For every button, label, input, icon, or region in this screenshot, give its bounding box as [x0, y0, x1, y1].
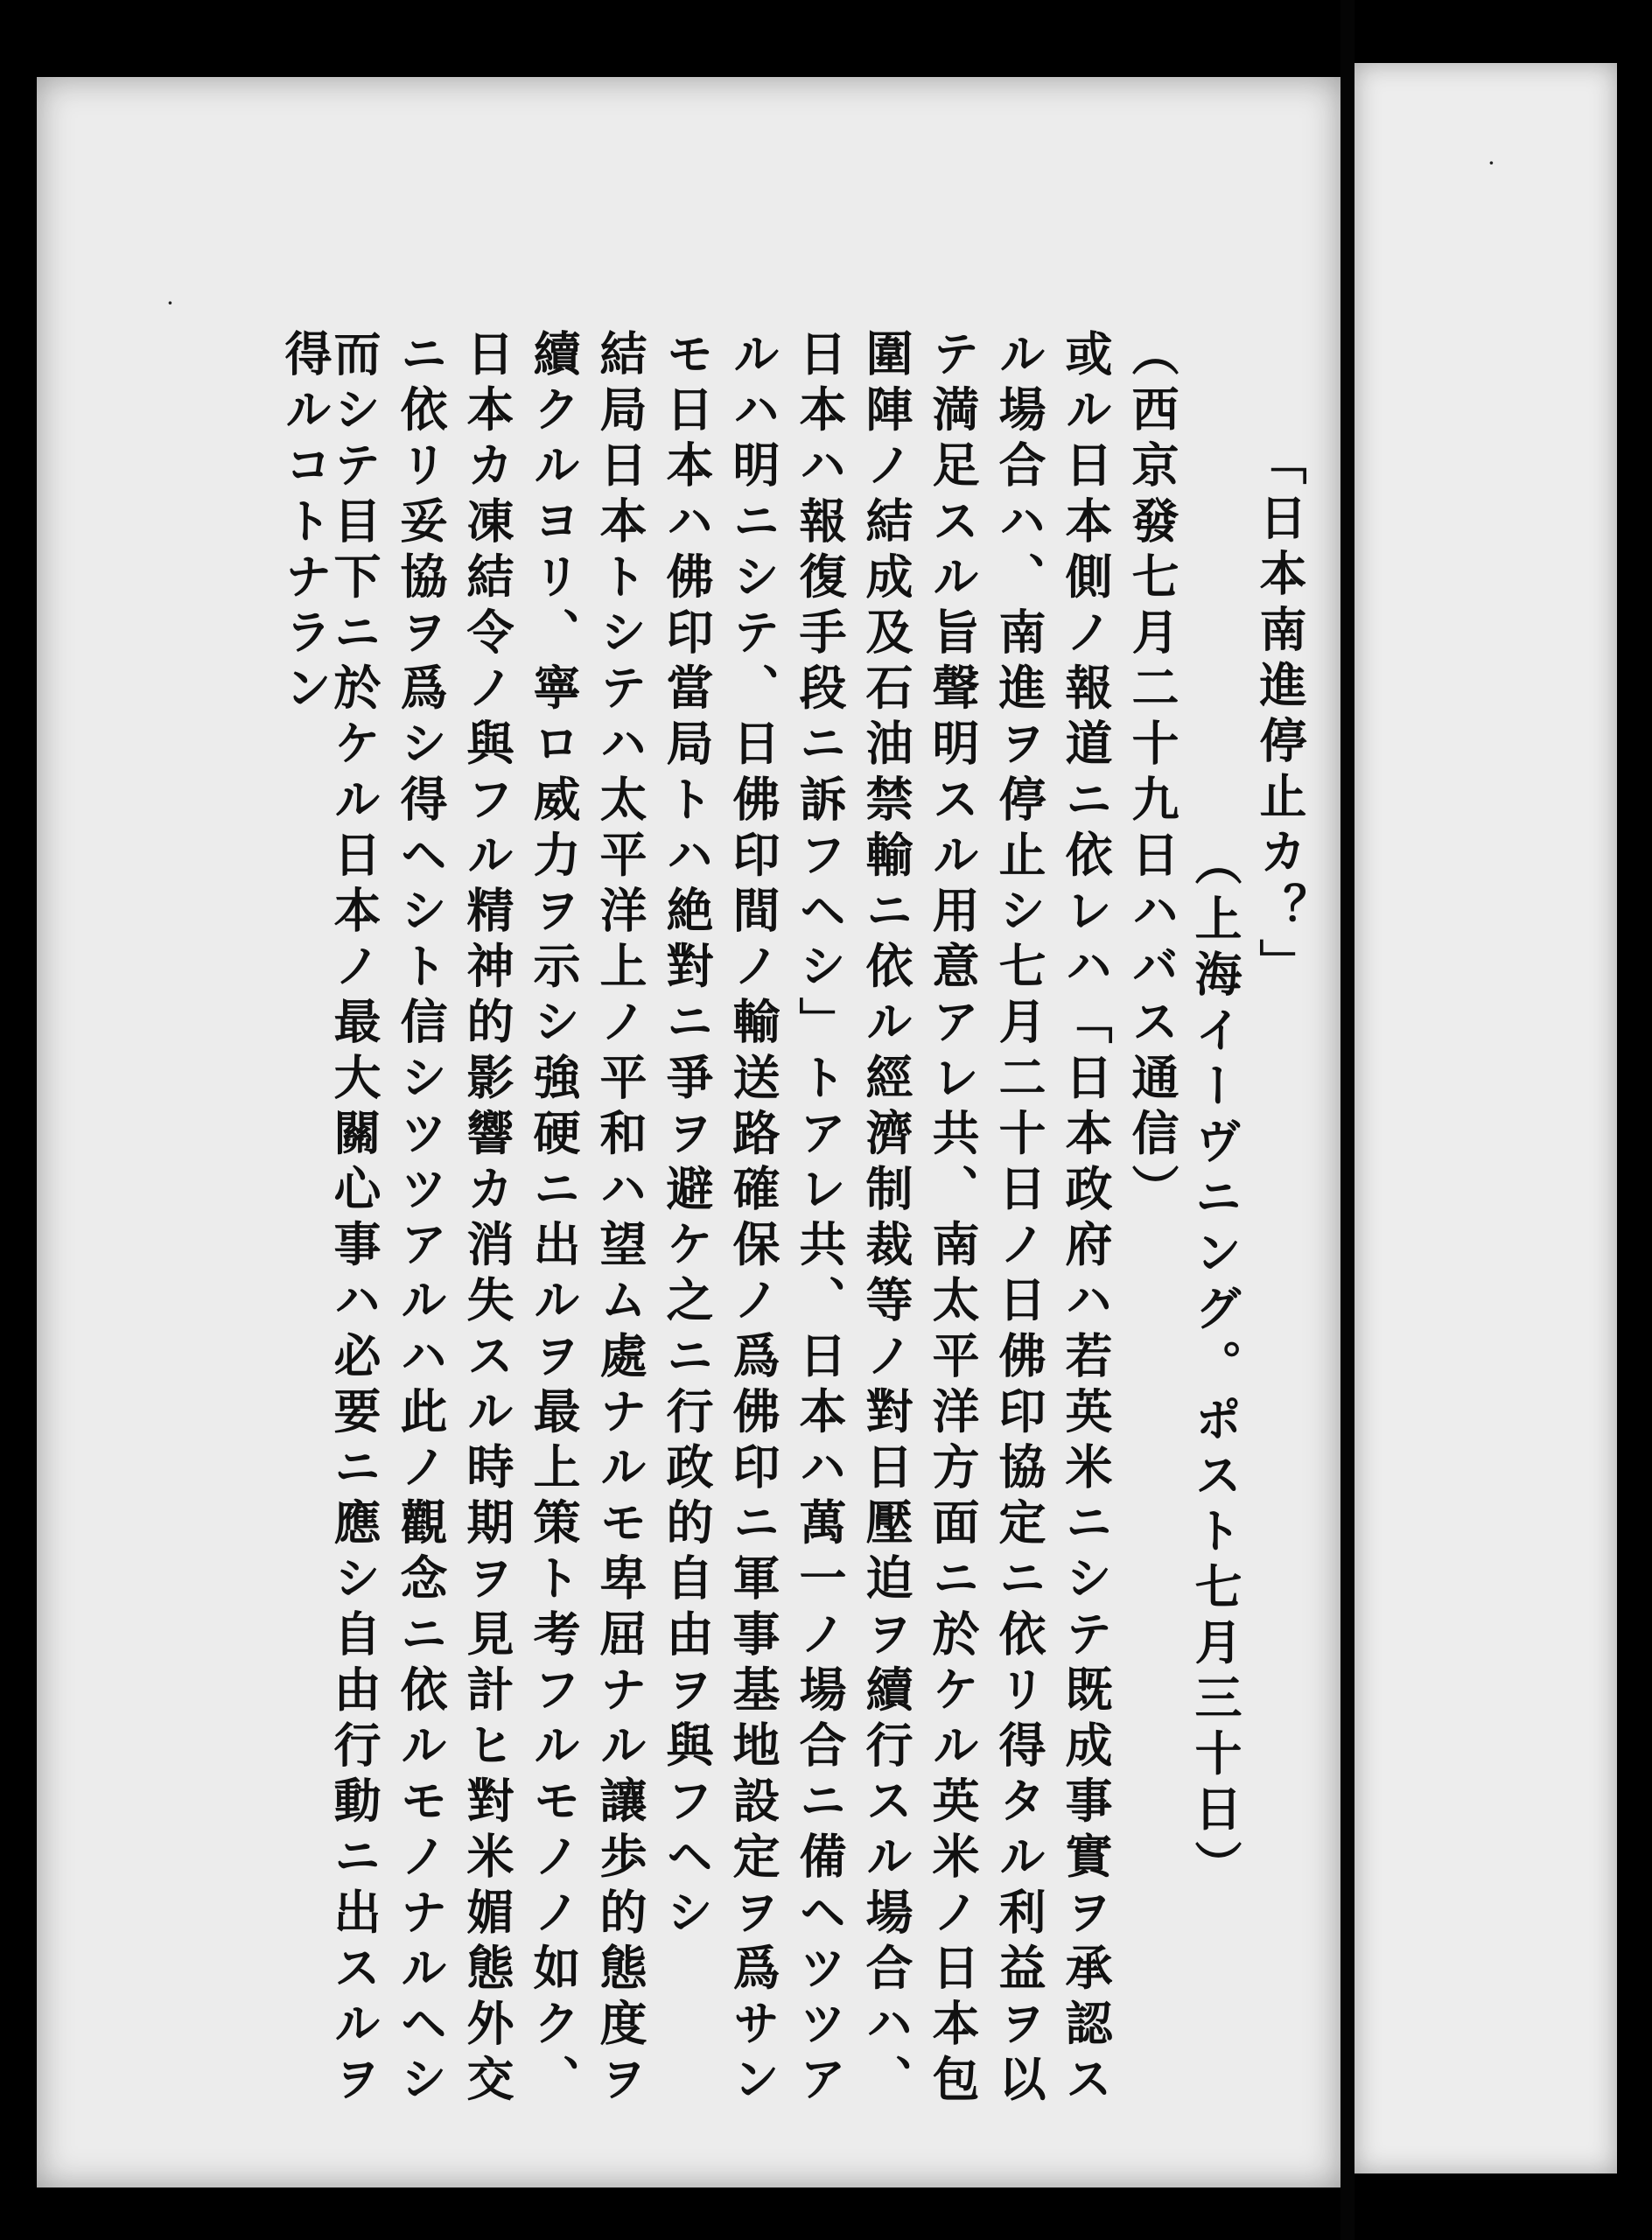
body-line-1: （西京發七月二十九日ハバス通信） [1124, 329, 1180, 1220]
body-line-11: 日本カ凍結令ノ與フル精神的影響カ消失スル時期ヲ見計ヒ對米媚態外交 [459, 329, 515, 2110]
body-line-2: 或ル日本側ノ報道ニ依レハ「日本政府ハ若英米ニシテ既成事實ヲ承認ス [1058, 329, 1114, 2110]
body-line-13: 而シテ目下ニ於ケル日本ノ最大關心事ハ必要ニ應シ自由行動ニ出スルヲ [326, 329, 382, 2110]
body-line-3: ル場合ハ、南進ヲ停止シ七月二十日ノ日佛印協定ニ依リ得タル利益ヲ以 [991, 329, 1047, 2110]
body-line-4: テ満足スル旨聲明スル用意アレ共、南太平洋方面ニ於ケル英米ノ日本包 [925, 329, 981, 2110]
body-line-14: 得ルコトナラン [277, 329, 333, 719]
body-line-9: 結局日本トシテハ太平洋上ノ平和ハ望ム處ナルモ卑屈ナル讓歩的態度ヲ [592, 329, 648, 2110]
body-line-6: 日本ハ報復手段ニ訴フヘシ」トアレ共、日本ハ萬一ノ場合ニ備ヘツツア [792, 329, 848, 2110]
adjacent-page-edge [1354, 63, 1617, 2174]
page-gutter [1340, 0, 1354, 2240]
body-line-12: ニ依リ妥協ヲ爲シ得ヘシト信シツツアルハ此ノ觀念ニ依ルモノナルヘシ [393, 329, 449, 2110]
body-line-5: 圍陣ノ結成及石油禁輸ニ依ル經濟制裁等ノ對日壓迫ヲ續行スル場合ハ、 [858, 329, 914, 2110]
body-line-7: ルハ明ニシテ、日佛印間ノ輸送路確保ノ爲佛印ニ軍事基地設定ヲ爲サン [725, 329, 781, 2110]
ink-speck: · [166, 289, 174, 318]
body-line-8: モ日本ハ佛印當局トハ絶對ニ爭ヲ避ケ之ニ行政的自由ヲ與フヘシ [659, 329, 715, 1943]
ink-speck: · [1488, 149, 1495, 178]
article-source: （上海イーヴニング。ポスト七月三十日） [1187, 838, 1243, 1896]
article-title: 「日本南進停止カ？」 [1252, 438, 1308, 994]
body-line-10: 續クルヨリ、寧ロ威力ヲ示シ強硬ニ出ルヲ最上策ト考フルモノノ如ク、 [526, 329, 582, 2110]
